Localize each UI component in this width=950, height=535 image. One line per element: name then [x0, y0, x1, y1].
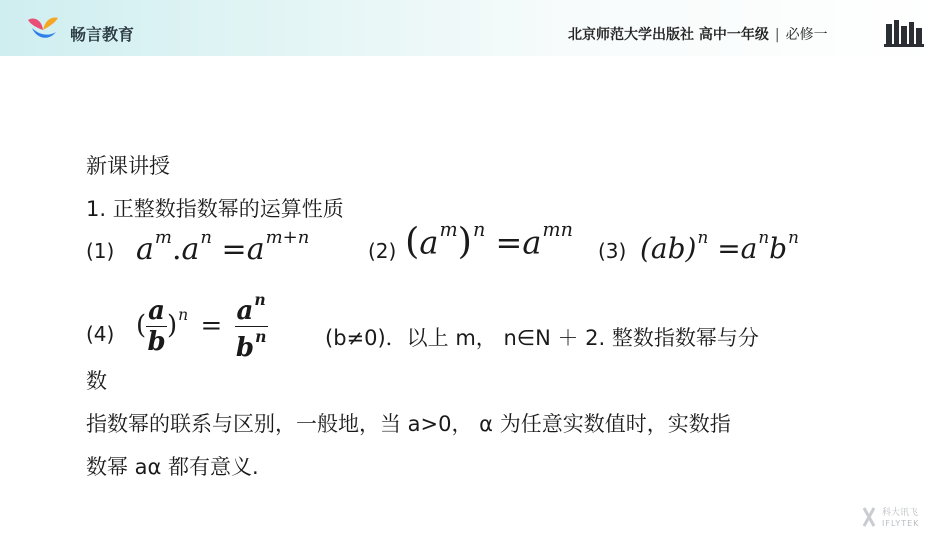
- formula-label-2: (2): [368, 239, 397, 263]
- volume-label: 必修一: [785, 27, 828, 43]
- books-icon: [884, 18, 924, 48]
- svg-text:IFLYTEK: IFLYTEK: [882, 519, 920, 528]
- formula-3: $(ab)^n =a^nb^n$: [640, 227, 799, 266]
- formula-1: $a^m.a^n =a^{m+n}$: [136, 227, 310, 268]
- formula-label-1: (1): [86, 239, 115, 263]
- iflytek-logo-icon: [862, 504, 942, 530]
- svg-text:科大讯飞: 科大讯飞: [882, 508, 919, 518]
- publisher-name: 北京师范大学出版社 高中一年级: [568, 27, 769, 43]
- formula-2: $(a^m)^n =a^{mn}$: [405, 218, 573, 263]
- paragraph-line-2: 数幂 aα 都有意义.: [86, 455, 259, 479]
- brand-logo-icon: [26, 14, 60, 44]
- formula-label-4: (4): [86, 322, 115, 346]
- condition-text: (b≠0)．以上 m， n∈N ＋ 2. 整数指数幂与分: [325, 326, 759, 350]
- header-banner: [0, 0, 950, 56]
- section-title: 新课讲授: [86, 154, 170, 178]
- publisher-info: [568, 24, 828, 44]
- formula-4: ( $\frac{a}{b}$ )$^n$ = $\frac{a^n}{b^n}$: [136, 290, 267, 364]
- condition-continuation: 数: [86, 369, 107, 393]
- brand-name: 畅言教育: [70, 25, 135, 44]
- subtitle: 1. 正整数指数幂的运算性质: [86, 197, 344, 221]
- formula-label-3: (3): [598, 239, 627, 263]
- paragraph-line-1: 指数幂的联系与区别，一般地，当 a>0， α 为任意实数值时，实数指: [86, 412, 731, 436]
- header-separator: |: [774, 27, 780, 43]
